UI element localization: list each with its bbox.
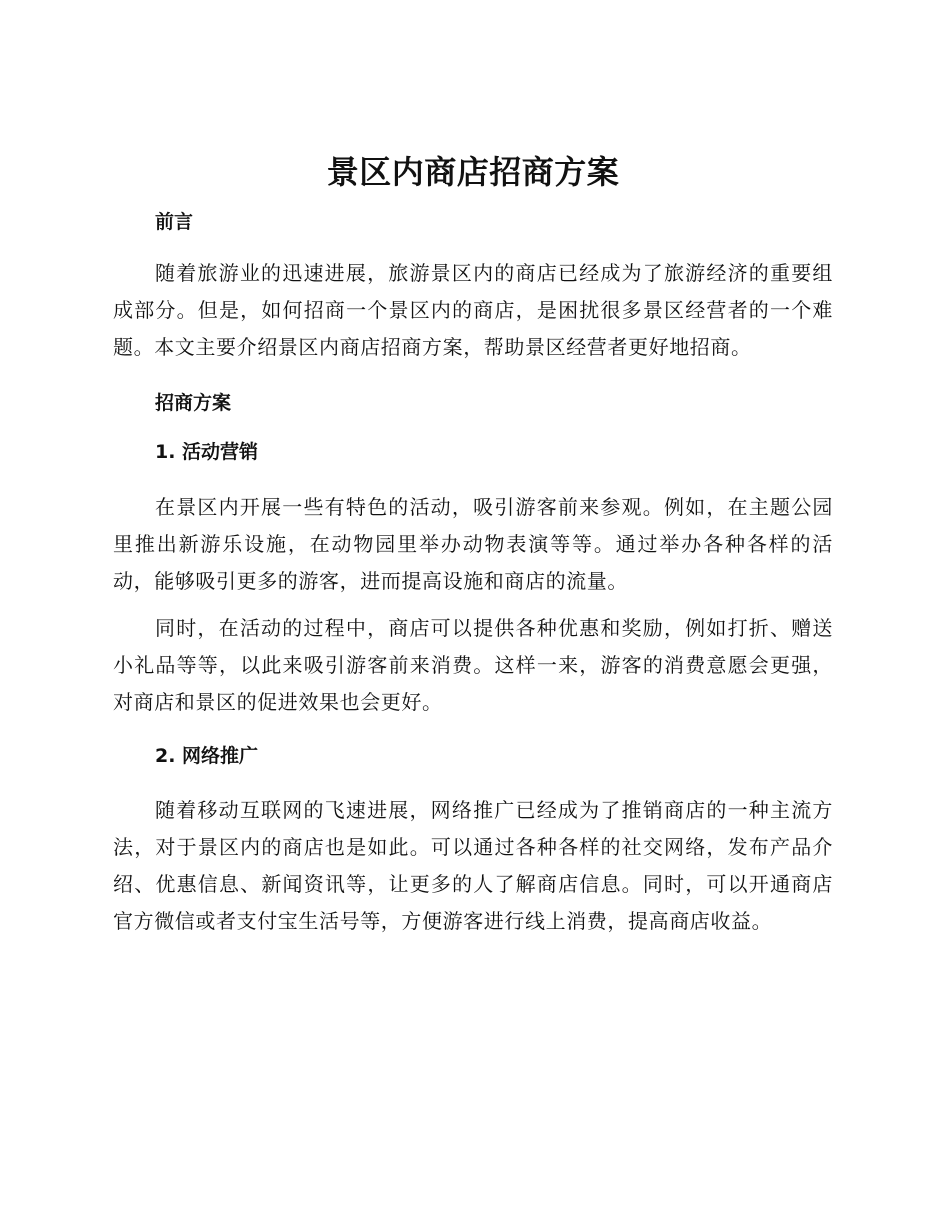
intro-paragraph: 随着旅游业的迅速进展，旅游景区内的商店已经成为了旅游经济的重要组成部分。但是，如何招商一个景区内的商店，是困扰很多景区经营者的一个难题。本文主要介绍景区内商店招商方案，帮助景区经营者更好地招商。 [113, 261, 833, 359]
subsection-heading-activity-marketing: 1. 活动营销 [155, 441, 259, 463]
section-heading-plan: 招商方案 [155, 392, 232, 414]
online-promotion-paragraph: 随着移动互联网的飞速进展，网络推广已经成为了推销商店的一种主流方法，对于景区内的商店也是如此。可以通过各种各样的社交网络，发布产品介绍、优惠信息、新闻资讯等，让更多的人了解商店信息。同时，可以开通商店官方微信或者支付宝生活号等，方便游客进行线上消费，提高商店收益。 [113, 798, 833, 933]
subsection-heading-online-promotion: 2. 网络推广 [155, 745, 259, 767]
document-title: 景区内商店招商方案 [326, 153, 620, 191]
activity-marketing-paragraph-1: 在景区内开展一些有特色的活动，吸引游客前来参观。例如，在主题公园里推出新游乐设施，在动物园里举办动物表演等等。通过举办各种各样的活动，能够吸引更多的游客，进而提高设施和商店的流量。 [113, 495, 833, 593]
section-heading-intro: 前言 [155, 211, 194, 233]
document-page [113, 140, 833, 940]
activity-marketing-paragraph-2: 同时，在活动的过程中，商店可以提供各种优惠和奖励，例如打折、赠送小礼品等等，以此来吸引游客前来消费。这样一来，游客的消费意愿会更强，对商店和景区的促进效果也会更好。 [113, 616, 833, 714]
